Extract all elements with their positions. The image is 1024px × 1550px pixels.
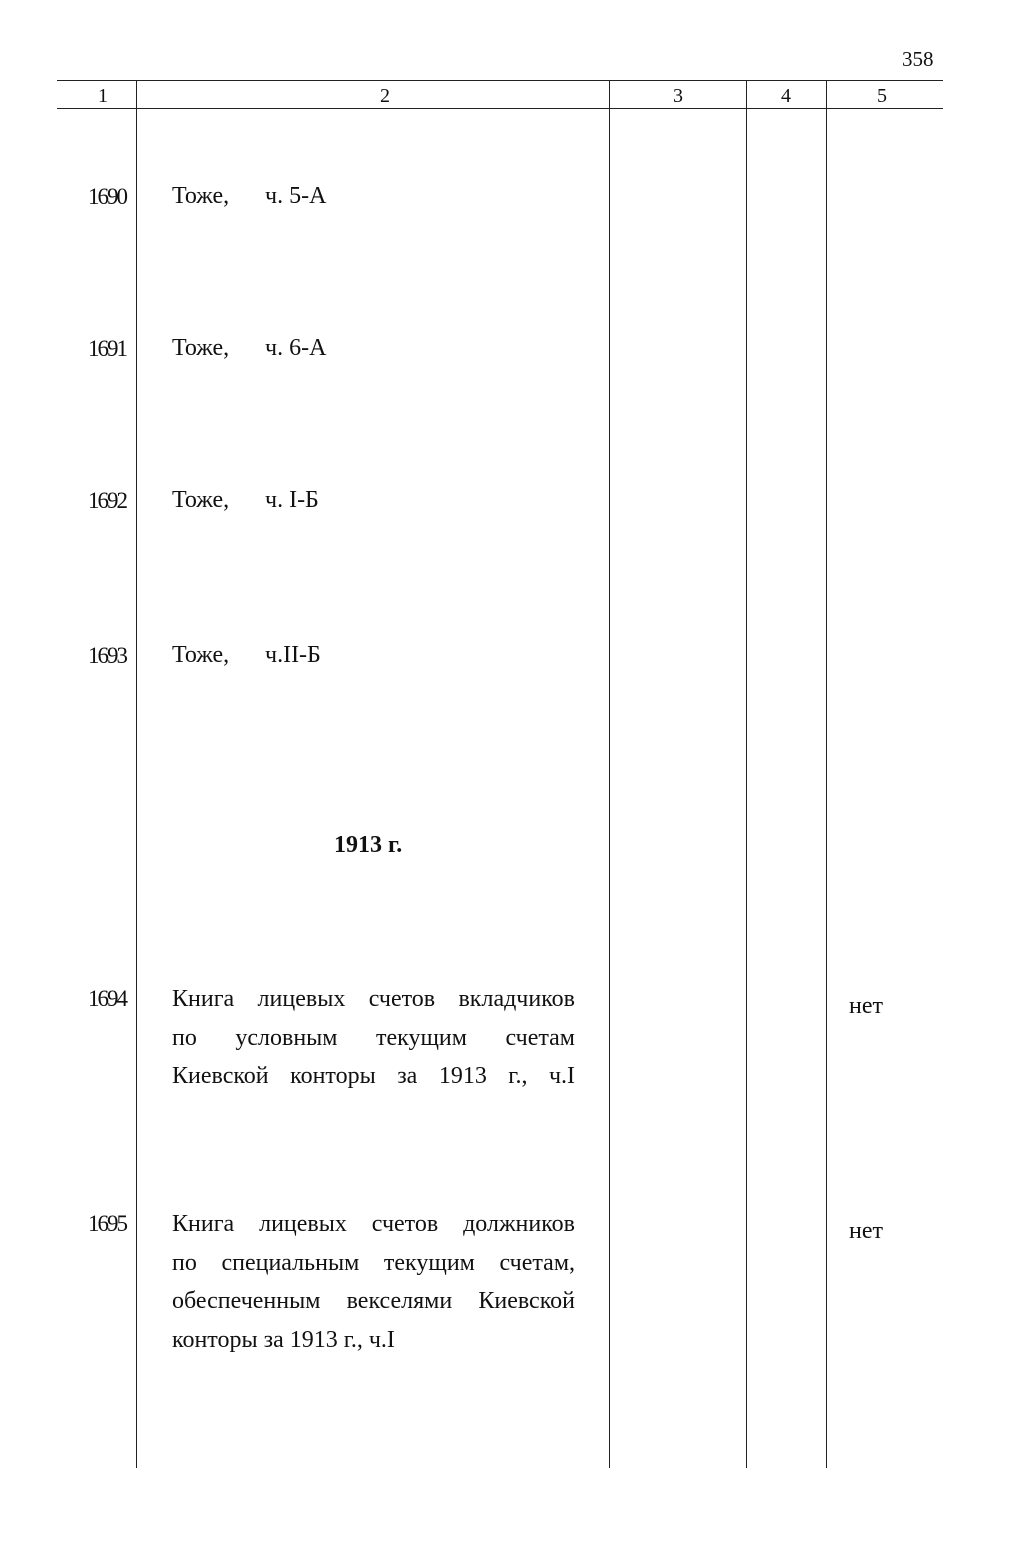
row-number: 1693 — [88, 643, 126, 668]
description-line: Книга лицевых счетов должников — [172, 1211, 575, 1237]
header-col-3: 3 — [673, 85, 683, 107]
row-number: 1692 — [88, 488, 126, 513]
description-line: по специальным текущим счетам, — [172, 1249, 575, 1276]
page-number: 358 — [902, 47, 934, 71]
header-col-1: 1 — [98, 85, 108, 107]
description-line: конторы за 1913 г., ч.I — [172, 1326, 395, 1353]
section-heading: 1913 г. — [334, 832, 403, 858]
row-part: ч. 5-А — [265, 183, 327, 209]
row-part: ч.II-Б — [265, 642, 321, 668]
row-part: ч. I-Б — [265, 487, 319, 513]
row-number: 1690 — [88, 184, 126, 209]
entry-note: нет — [849, 993, 883, 1019]
row-part: ч. 6-А — [265, 335, 327, 361]
description-line: обеспеченным векселями Киевской — [172, 1288, 575, 1314]
description-line: по условным текущим счетам — [172, 1024, 575, 1051]
row-text: Тоже, — [172, 487, 230, 513]
header-col-2: 2 — [380, 85, 390, 107]
row-number: 1694 — [88, 986, 126, 1011]
column-divider — [136, 80, 137, 1468]
entry-note: нет — [849, 1218, 883, 1244]
header-col-4: 4 — [781, 85, 791, 107]
column-divider — [746, 80, 747, 1468]
row-text: Тоже, — [172, 642, 230, 668]
row-text: Тоже, — [172, 183, 230, 209]
row-number: 1691 — [88, 336, 126, 361]
column-divider — [609, 80, 610, 1468]
row-number: 1695 — [88, 1211, 126, 1236]
row-text: Тоже, — [172, 335, 230, 361]
header-bottom-border — [57, 108, 943, 109]
header-col-5: 5 — [877, 85, 887, 107]
entry-description — [172, 980, 575, 1096]
description-line: Книга лицевых счетов вкладчиков — [172, 986, 575, 1012]
column-divider — [826, 80, 827, 1468]
table-top-border — [57, 80, 943, 81]
description-line: Киевской конторы за 1913 г., ч.I — [172, 1063, 575, 1089]
entry-description — [172, 1205, 575, 1359]
